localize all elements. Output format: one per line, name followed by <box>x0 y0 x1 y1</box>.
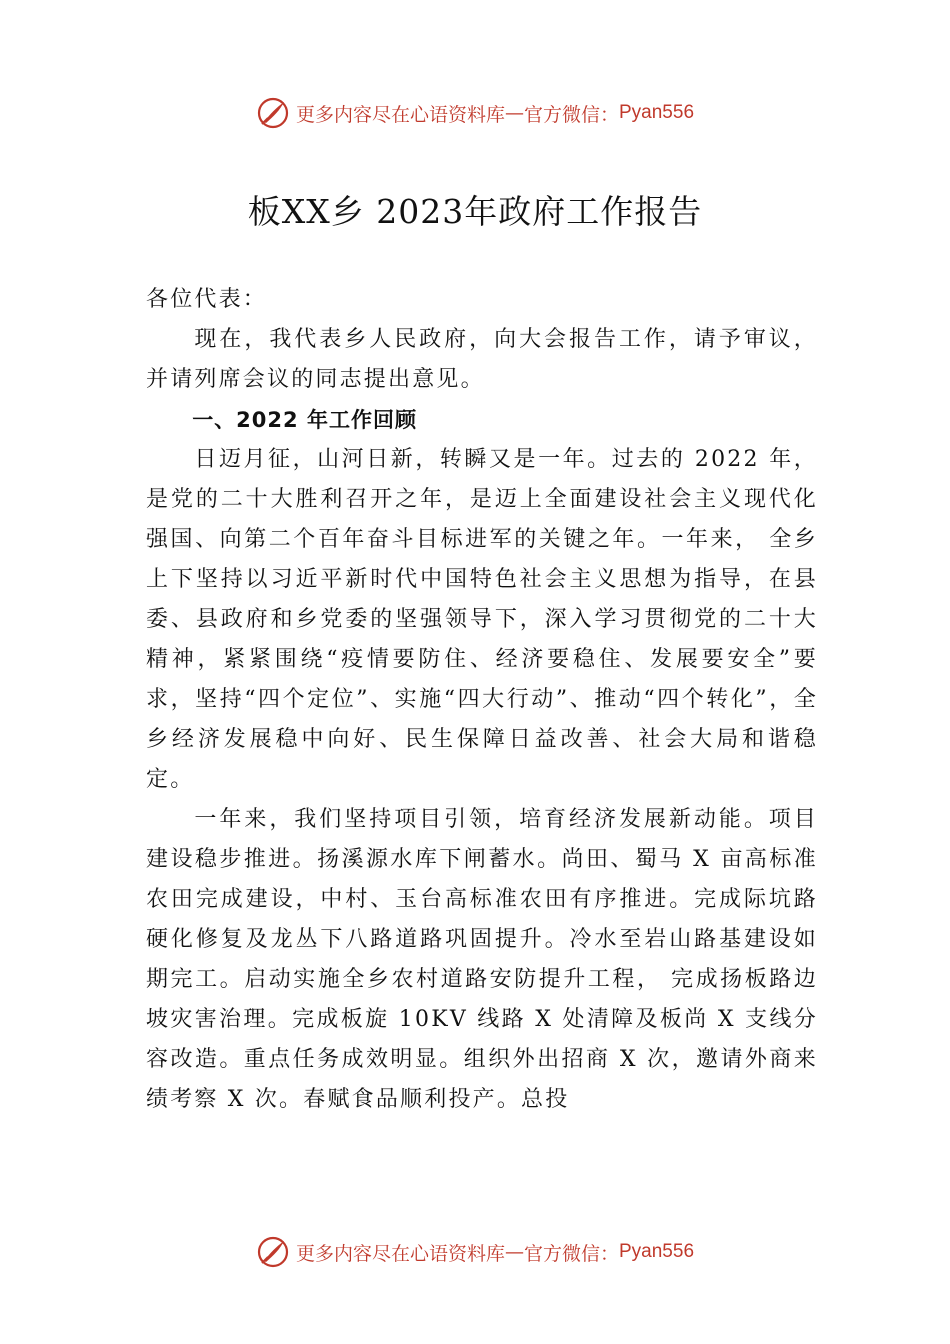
banner-wechat-label: 官方微信： <box>523 1242 619 1265</box>
paragraph-projects: 一年来，我们坚持项目引领，培育经济发展新动能。项目建设稳步推进。扬溪源水库下闸蓄水。尚田、蜀马 X 亩高标准农田完成建设，中村、玉台高标准农田有序推进。完成际坑路硬化修复及龙丛下八路道路巩固提升。冷水至岩山路基建设如期完工。启动实施全乡农村道路安防提升工程， 完成扬板路边坡灾害治理。完成板旋 10KV 线路 X 处清障及板尚 X 支线分容改造。重点任务成效明显。组织外出招商 X 次，邀请外商来绩考察 X 次。春赋食品顺利投产。总投 <box>146 807 818 1112</box>
document-title: 板XX乡 2023年政府工作报告 <box>247 192 703 231</box>
banner-separator: — <box>504 102 524 124</box>
intro-paragraph: 现在，我代表乡人民政府，向大会报告工作，请予审议，并请列席会议的同志提出意见。 <box>146 327 818 392</box>
banner-wechat-id: Pyan556 <box>619 102 695 123</box>
banner-separator: — <box>504 1241 524 1263</box>
paragraph-review: 日迈月征，山河日新，转瞬又是一年。过去的 2022 年，是党的二十大胜利召开之年，是迈上全面建设社会主义现代化强国、向第二个百年奋斗目标进军的关键之年。一年来， 全乡上下坚持以习近平新时代中国特色社会主义思想为指导，在县委、县政府和乡党委的坚强领导下，深入学习贯彻党的二十大精神，紧紧围绕“疫情要防住、经济要稳住、发展要安全”要求，坚持“四个定位”、实施“四大行动”、推动“四个转化”，全乡经济发展稳中向好、民生保障日益改善、社会大局和谐稳定。 <box>146 447 818 792</box>
quill-logo-icon <box>256 1235 290 1269</box>
banner-wechat-id: Pyan556 <box>619 1241 695 1262</box>
banner-wechat-label: 官方微信： <box>523 103 619 126</box>
header-watermark-banner <box>0 96 950 130</box>
quill-logo-icon <box>256 96 290 130</box>
section-heading: 一、2022 年工作回顾 <box>192 408 417 432</box>
salutation: 各位代表： <box>146 287 268 312</box>
footer-watermark-banner <box>0 1235 950 1269</box>
document-body <box>146 280 818 1120</box>
banner-site-text: 更多内容尽在心语资料库 <box>295 103 505 126</box>
banner-site-text: 更多内容尽在心语资料库 <box>295 1242 505 1265</box>
